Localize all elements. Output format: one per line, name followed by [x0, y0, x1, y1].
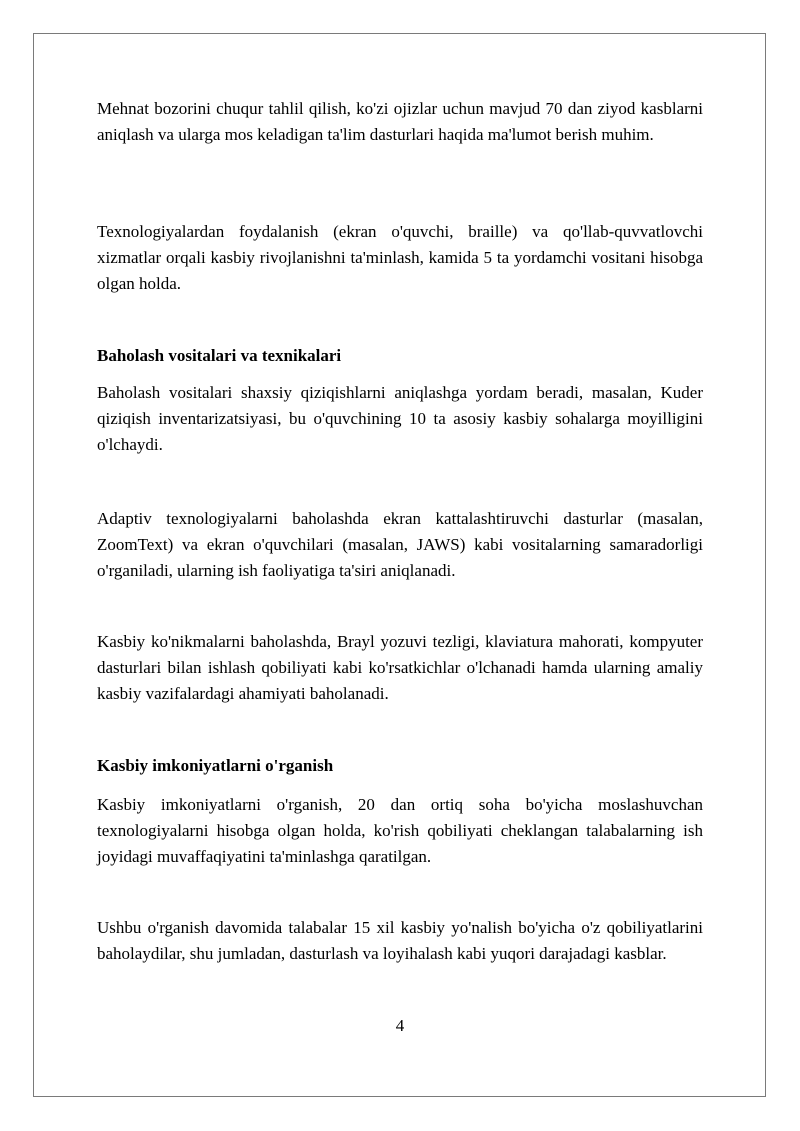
paragraph-assessment-tools: Baholash vositalari shaxsiy qiziqishlarni aniqlashga yordam beradi, masalan, Kuder qiziqish inventarizatsiyasi, bu o'quvchining 10 ta asosiy kasbiy sohalarga moyilligini o'lchaydi.: [97, 383, 703, 454]
paragraph-labor-market: Mehnat bozorini chuqur tahlil qilish, ko'zi ojizlar uchun mavjud 70 dan ziyod kasblarni aniqlash va ularga mos keladigan ta'lim dasturlari haqida ma'lumot berish muhim.: [97, 99, 703, 144]
paragraph-career-study: Kasbiy imkoniyatlarni o'rganish, 20 dan ortiq soha bo'yicha moslashuvchan texnologiyalarni hisobga olgan holda, ko'rish qobiliyati cheklangan talabalarning ish joyidagi muvaffaqiyatini ta'minlashga qaratilgan.: [97, 795, 703, 866]
paragraph-technologies: Texnologiyalardan foydalanish (ekran o'quvchi, braille) va qo'llab-quvvatlovchi xizmatlar orqali kasbiy rivojlanishni ta'minlash, kamida 5 ta yordamchi vositani hisobga olgan holda.: [97, 222, 703, 293]
section-heading-career-study: Kasbiy imkoniyatlarni o'rganish: [97, 756, 334, 775]
paragraph-skills-assessment: Kasbiy ko'nikmalarni baholashda, Brayl yozuvi tezligi, klaviatura mahorati, kompyuter dasturlari bilan ishlash qobiliyati kabi ko'rsatkichlar o'lchanadi hamda ularning amaliy kasbiy vazifalardagi ahamiyati baholanadi.: [97, 632, 703, 703]
paragraph-adaptive-tech: Adaptiv texnologiyalarni baholashda ekran kattalashtiruvchi dasturlar (masalan, ZoomText) va ekran o'quvchilari (masalan, JAWS) kabi vositalarning samaradorligi o'rganiladi, ularning ish faoliyatiga ta'siri aniqlanadi.: [97, 509, 703, 580]
section-heading-assessment: Baholash vositalari va texnikalari: [97, 346, 342, 365]
page-number: 4: [395, 1016, 405, 1035]
paragraph-students-assessment: Ushbu o'rganish davomida talabalar 15 xil kasbiy yo'nalish bo'yicha o'z qobiliyatlarini baholaydilar, shu jumladan, dasturlash va loyihalash kabi yuqori darajadagi kasblar.: [97, 918, 703, 963]
